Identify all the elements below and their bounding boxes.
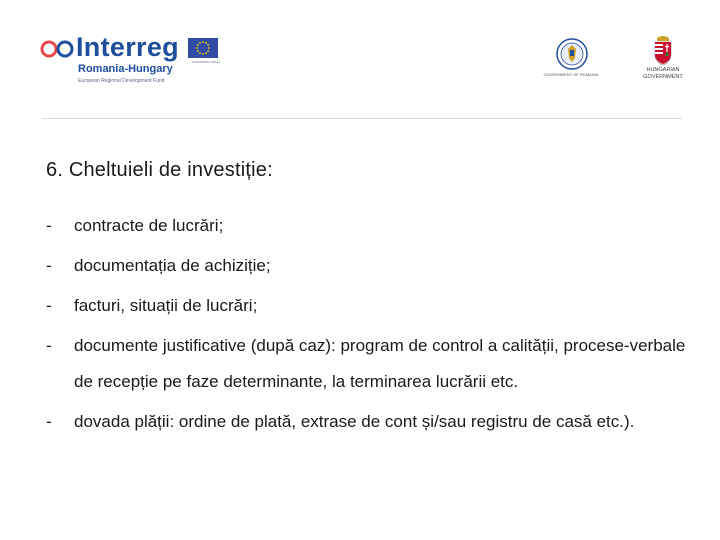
romanian-government-seal-icon xyxy=(556,38,588,70)
list-item-text: documentația de achiziție; xyxy=(74,256,271,275)
list-item xyxy=(46,208,696,244)
hungarian-caption-line-2: GOVERNMENT xyxy=(643,73,683,80)
section-title: 6. Cheltuieli de investiție: xyxy=(46,159,273,181)
hungarian-caption-line-1: HUNGARIAN xyxy=(646,67,680,73)
list-item-text: documente justificative (după caz): program de control a calității, procese-verbale de recepție pe faze determinante, la terminarea lucrării etc. xyxy=(74,336,686,391)
bullet-dash: - xyxy=(46,412,52,431)
list-item-text: dovada plății: ordine de plată, extrase de cont și/sau registru de casă etc.). xyxy=(74,412,635,431)
list-item-text: contracte de lucrări; xyxy=(74,216,224,235)
expense-list xyxy=(46,208,696,440)
list-item xyxy=(46,328,696,400)
romanian-government-logo xyxy=(540,38,602,82)
program-name: Romania-Hungary xyxy=(78,63,173,75)
hungarian-government-logo xyxy=(638,34,688,84)
list-item xyxy=(46,404,696,440)
list-item xyxy=(46,248,696,284)
list-item xyxy=(46,288,696,324)
eu-flag-icon xyxy=(188,38,218,58)
hungarian-coat-of-arms-icon xyxy=(652,34,674,66)
slide-header xyxy=(0,0,720,120)
header-divider xyxy=(42,118,682,119)
fund-name: European Regional Development Fund xyxy=(78,78,165,84)
interreg-wordmark: Interreg xyxy=(76,32,179,62)
bullet-dash: - xyxy=(46,336,52,355)
interreg-logo xyxy=(40,34,230,94)
bullet-dash: - xyxy=(46,296,52,315)
bullet-dash: - xyxy=(46,216,52,235)
romanian-government-caption: GOVERNMENT OF ROMANIA xyxy=(543,72,599,77)
list-item-text: facturi, situații de lucrări; xyxy=(74,296,258,315)
bullet-dash: - xyxy=(46,256,52,275)
slide-content xyxy=(46,156,696,444)
interreg-mark-icon xyxy=(40,39,74,59)
eu-caption: EUROPEAN UNION xyxy=(192,60,220,64)
hungarian-government-caption xyxy=(638,67,688,80)
